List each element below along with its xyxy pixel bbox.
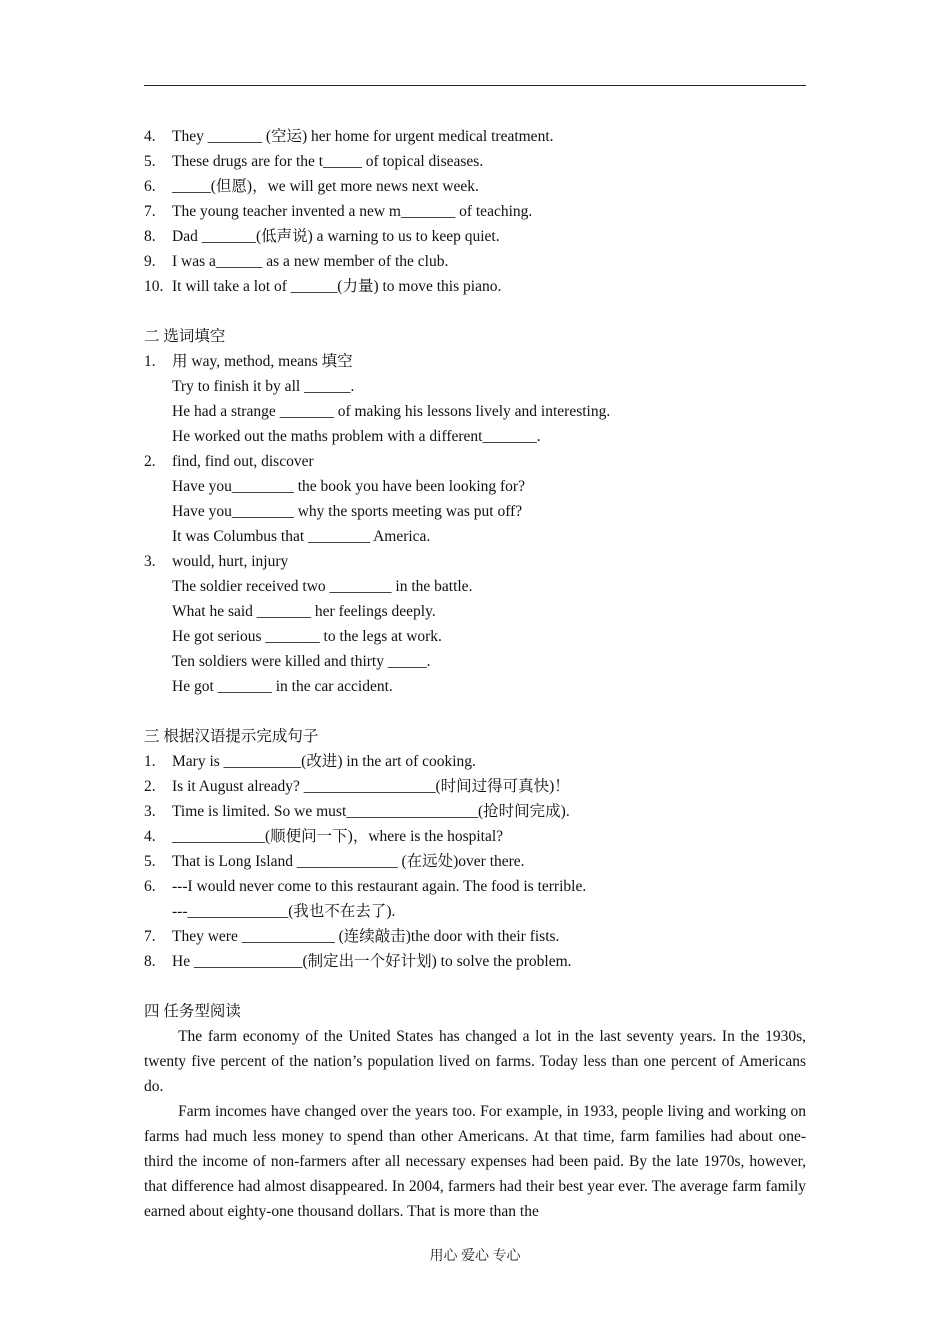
header-rule [144, 85, 806, 86]
section3-heading: 三 根据汉语提示完成句子 [144, 727, 319, 745]
reading-paragraph: Farm incomes have changed over the years too. For example, in 1933, people living and working on farms had much less money to spend than other Americans. At that time, farm families had about one-third the income of non-farmers after all necessary expenses had been paid. By the late 1970s, however, that difference had almost disappeared. In 2004, farmers had their best year ever. The average farm family earned about eighty-one thousand dollars. That is more than the [144, 1102, 806, 1220]
group-line: It was Columbus that ________ America. [172, 527, 431, 545]
section4-heading: 四 任务型阅读 [144, 1002, 241, 1020]
group-line: What he said _______ her feelings deeply. [172, 602, 436, 620]
group-title: 1. 用 way, method, means 填空 [144, 352, 353, 370]
list-item: 10. It will take a lot of ______(力量) to move this piano. [144, 278, 502, 295]
section1-list [144, 124, 806, 299]
list-item: 7. They were ____________ (连续敲击)the door with their fists. [144, 927, 560, 945]
group-line: He got _______ in the car accident. [172, 677, 393, 695]
list-item: 8. Dad _______(低声说) a warning to us to keep quiet. [144, 228, 500, 245]
group-line: Try to finish it by all ______. [172, 377, 355, 395]
list-item: 8. He ______________(制定出一个好计划) to solve the problem. [144, 952, 572, 970]
group-line: He got serious _______ to the legs at work. [172, 627, 442, 645]
list-item: ---_____________(我也不在去了). [172, 902, 396, 920]
group-line: Have you________ the book you have been looking for? [172, 477, 525, 495]
group-line: Have you________ why the sports meeting was put off? [172, 502, 523, 520]
list-item: 1. Mary is __________(改进) in the art of cooking. [144, 752, 476, 770]
list-item: 9. I was a______ as a new member of the club. [144, 253, 449, 270]
spacer [144, 974, 806, 999]
list-item: 4. They _______ (空运) her home for urgent medical treatment. [144, 128, 554, 145]
group-title: 3. would, hurt, injury [144, 552, 289, 570]
group-line: Ten soldiers were killed and thirty _____. [172, 652, 431, 670]
section2-heading: 二 选词填空 [144, 327, 226, 345]
list-item: 6. _____(但愿)，we will get more news next week. [144, 178, 479, 195]
document-body [144, 124, 806, 1224]
group-line: He worked out the maths problem with a different_______. [172, 427, 541, 445]
reading-paragraph: The farm economy of the United States has changed a lot in the last seventy years. In the 1930s, twenty five percent of the nation’s population lived on farms. Today less than one percent of Americans do. [144, 1027, 806, 1095]
list-item: 3. Time is limited. So we must_________________(抢时间完成). [144, 802, 570, 820]
spacer [144, 699, 806, 724]
list-item: 5. These drugs are for the t_____ of topical diseases. [144, 153, 484, 170]
list-item: 6. ---I would never come to this restaurant again. The food is terrible. [144, 877, 587, 895]
list-item: 5. That is Long Island _____________ (在远处)over there. [144, 852, 525, 870]
group-line: The soldier received two ________ in the battle. [172, 577, 473, 595]
group-line: He had a strange _______ of making his lessons lively and interesting. [172, 402, 611, 420]
section3-list [144, 749, 806, 974]
section2-groups [144, 349, 806, 699]
list-item: 7. The young teacher invented a new m_______ of teaching. [144, 203, 533, 220]
spacer [144, 299, 806, 324]
list-item: 2. Is it August already? _________________(时间过得可真快)！ [144, 777, 570, 795]
list-item: 4. ____________(顺便问一下)，where is the hospital? [144, 827, 504, 845]
page-footer: 用心 爱心 专心 [429, 1249, 521, 1264]
group-title: 2. find, find out, discover [144, 452, 314, 470]
